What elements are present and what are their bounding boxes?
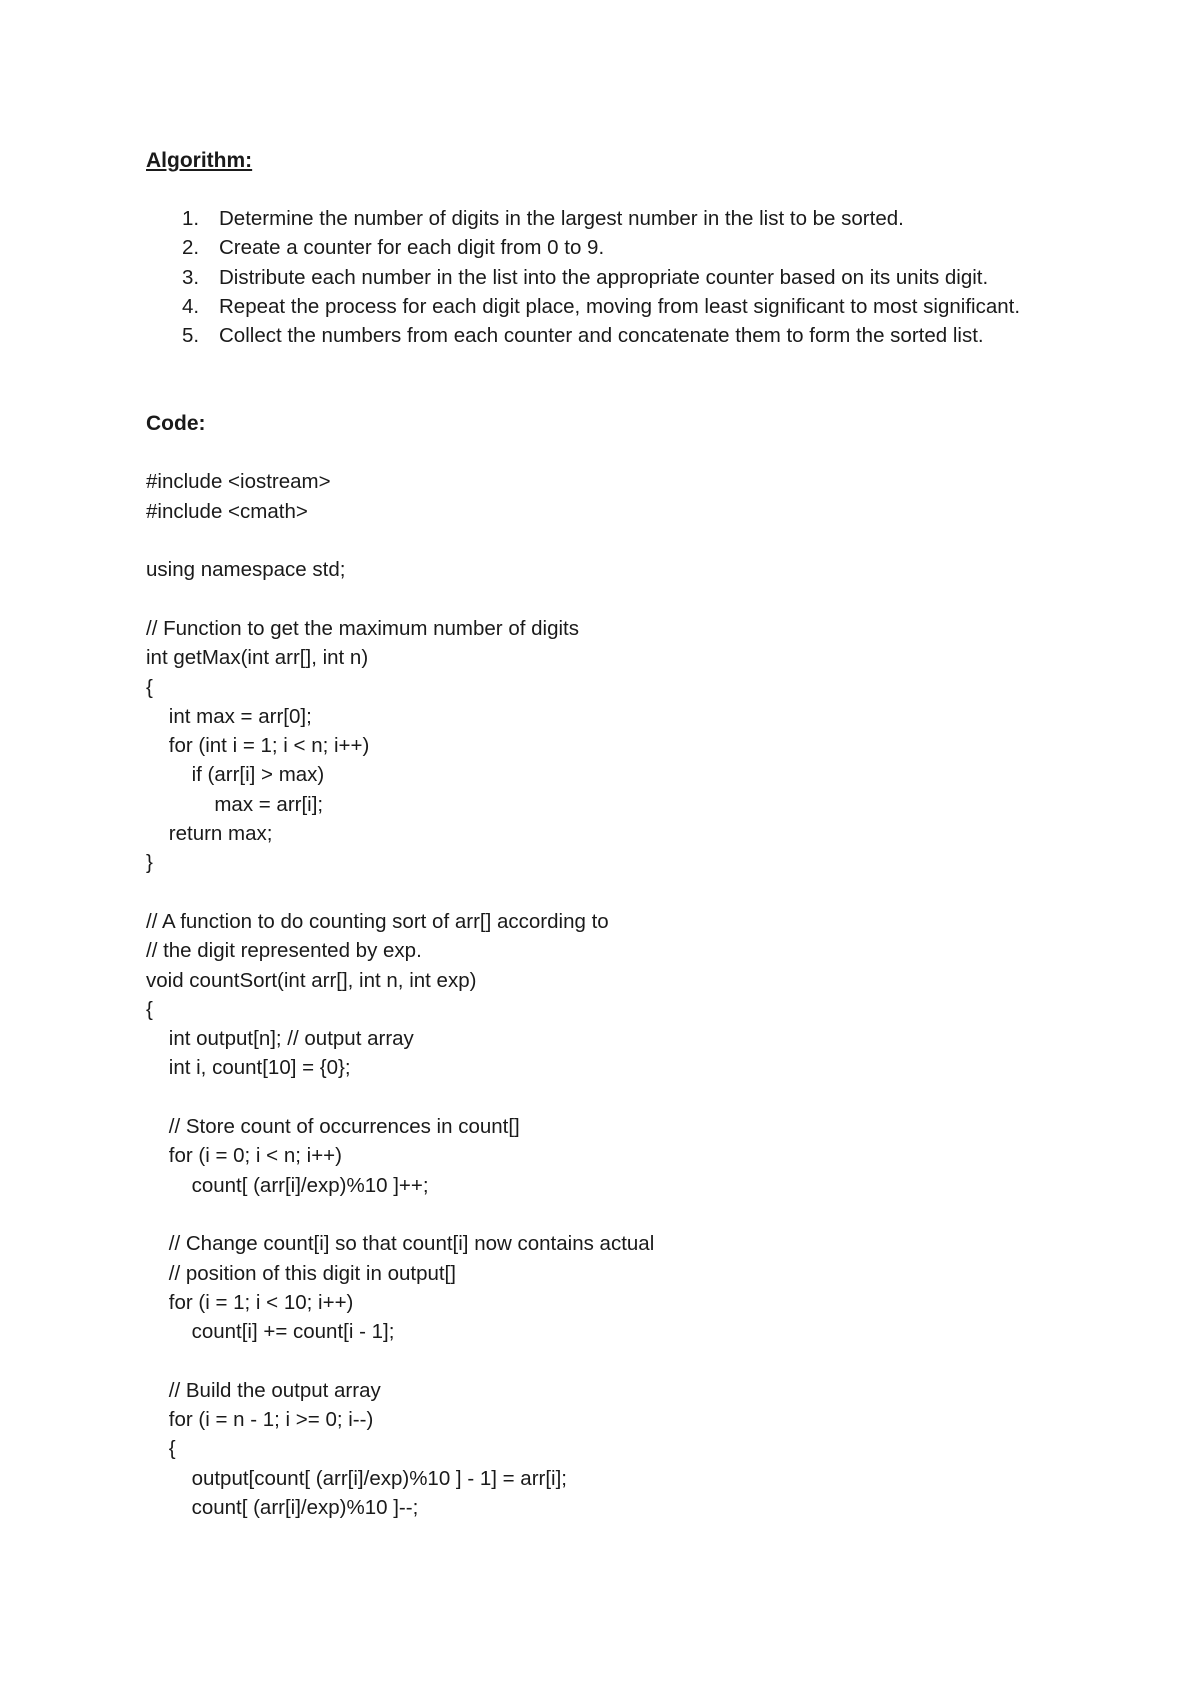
code-line (146, 585, 1106, 614)
algorithm-step (146, 321, 1106, 350)
algorithm-step (146, 292, 1106, 321)
code-heading: Code: (146, 412, 206, 436)
code-line: int output[n]; // output array (146, 1027, 414, 1051)
code-line: for (int i = 1; i < n; i++) (146, 734, 370, 758)
code-line: int i, count[10] = {0}; (146, 1056, 351, 1080)
step-text: Collect the numbers from each counter and concatenate them to form the sorted list. (219, 324, 984, 348)
code-line: count[i] += count[i - 1]; (146, 1320, 395, 1344)
code-line: // Function to get the maximum number of digits (146, 616, 579, 640)
section-spacer (146, 350, 1106, 409)
code-line: for (i = 0; i < n; i++) (146, 1144, 342, 1168)
algorithm-step (146, 204, 1106, 233)
code-line: int getMax(int arr[], int n) (146, 646, 369, 670)
code-block (146, 467, 1106, 1522)
algorithm-step (146, 233, 1106, 262)
algorithm-steps-list (146, 204, 1106, 350)
code-line: for (i = n - 1; i >= 0; i--) (146, 1407, 374, 1431)
code-line: { (146, 997, 153, 1021)
code-line: // Change count[i] so that count[i] now contains actual (146, 1232, 655, 1256)
code-line: return max; (146, 822, 273, 846)
step-text: Repeat the process for each digit place, moving from least significant to most significant. (219, 294, 1021, 318)
code-line (146, 1346, 1106, 1375)
step-number: 1. (182, 207, 200, 230)
code-line: // Store count of occurrences in count[] (146, 1115, 520, 1139)
code-line: count[ (arr[i]/exp)%10 ]++; (146, 1173, 429, 1197)
code-line: void countSort(int arr[], int n, int exp) (146, 968, 477, 992)
step-number: 2. (182, 236, 200, 260)
code-line: int max = arr[0]; (146, 704, 312, 728)
algorithm-step (146, 263, 1106, 292)
code-line (146, 878, 1106, 907)
code-line: using namespace std; (146, 558, 346, 582)
code-line: #include <iostream> (146, 470, 331, 494)
step-number: 3. (182, 265, 200, 289)
code-line: // A function to do counting sort of arr[] according to (146, 909, 609, 933)
code-line (146, 1083, 1106, 1112)
step-text: Create a counter for each digit from 0 to 9. (219, 236, 605, 260)
code-line: if (arr[i] > max) (146, 763, 325, 787)
code-line: count[ (arr[i]/exp)%10 ]--; (146, 1495, 419, 1519)
step-number: 5. (182, 324, 200, 348)
code-line: #include <cmath> (146, 499, 308, 523)
step-text: Distribute each number in the list into the appropriate counter based on its units digit. (219, 265, 989, 289)
code-line: for (i = 1; i < 10; i++) (146, 1290, 354, 1314)
code-line: } (146, 851, 153, 875)
page-content (146, 146, 1106, 1522)
algorithm-heading: Algorithm: (146, 149, 253, 172)
code-line: { (146, 1437, 176, 1461)
code-line (146, 1200, 1106, 1229)
code-line: output[count[ (arr[i]/exp)%10 ] - 1] = arr[i]; (146, 1466, 567, 1490)
code-line: // position of this digit in output[] (146, 1261, 456, 1285)
step-text: Determine the number of digits in the largest number in the list to be sorted. (219, 207, 904, 230)
code-line: // Build the output array (146, 1378, 381, 1402)
step-number: 4. (182, 294, 200, 318)
code-line: { (146, 675, 153, 699)
code-line: max = arr[i]; (146, 792, 324, 816)
code-line: // the digit represented by exp. (146, 939, 422, 963)
code-line (146, 526, 1106, 555)
